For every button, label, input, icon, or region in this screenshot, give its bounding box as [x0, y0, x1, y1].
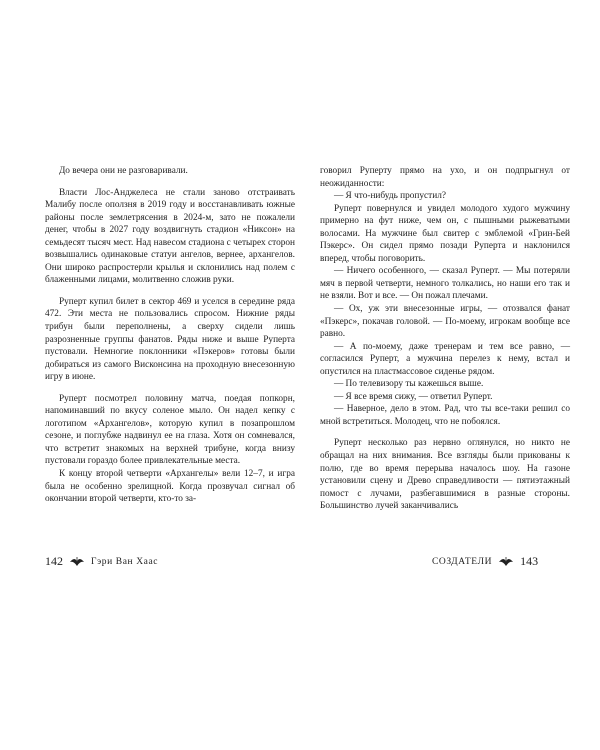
right-page-text: [320, 165, 570, 513]
fleuron-ornament-icon: [498, 556, 514, 568]
paragraph: — По телевизору ты кажешься выше.: [333, 379, 484, 390]
paragraph: Руперт посмотрел половину матча, поедая попкорн, напоминавший по вкусу соленое мыло. Он надел кепку с логотипом «Архангелов», которую купил в позапрошлом сезоне, и поглубже надвинул ее на глаза. Хотя он сомневался, что встретит знакомых на верхней трибуне, когда внизу пустовали гораздо более привлекательные места.: [45, 393, 295, 467]
paragraph: Власти Лос-Анджелеса не стали заново отстраивать Малибу после оползня в 2019 году и восстанавливать южные районы после землетрясения в 2024-м, зато не пожалели денег, чтобы в 2027 году воздвигнуть стадион «Никсон» на семьдесят тысяч мест. Над навесом стадиона с четырех сторон возвышались одинаковые статуи ангелов, вернее, архангелов. Они широко распростерли крылья и склонились над полем с блаженными лицами, молитвенно сложив руки.: [45, 187, 295, 286]
paragraph: Руперт повернулся и увидел молодого худого мужчину примерно на фут ниже, чем он, с пышными рыжеватыми волосами. На мужчине был свитер с эмблемой «Грин-Бей Пэкерс». Он сидел прямо позади Руперта и наклонился вперед, чтобы поговорить.: [320, 203, 570, 264]
paragraph: — А по-моему, даже тренерам и тем все равно, — согласился Руперт, а мужчина перелез к нему, встал и опустился на пластмассовое сиденье рядом.: [320, 341, 570, 377]
paragraph: — Ох, уж эти внесезонные игры, — отозвался фанат «Пэкерс», покачав головой. — По-моему, игрокам вообще все равно.: [320, 304, 570, 340]
paragraph: — Ничего особенного, — сказал Руперт. — Мы потеряли мяч в первой четверти, немного толкались, но наши его так и не взяли. Вот и все. — Он пожал плечами.: [320, 266, 570, 302]
paragraph: — Наверное, дело в этом. Рад, что ты все-таки решил со мной встретиться. Молодец, что не побоялся.: [320, 404, 570, 427]
fleuron-ornament-icon: [69, 556, 85, 568]
running-head-title: СОЗДАТЕЛИ: [432, 556, 493, 567]
paragraph: До вечера они не разговаривали.: [58, 166, 188, 176]
left-page-text: [45, 165, 295, 506]
left-page-footer: [45, 554, 158, 569]
page-number: 143: [520, 554, 539, 568]
paragraph: Руперт купил билет в сектор 469 и уселся в середине ряда 472. Эти места не пользовались спросом. Нижние ряды трибун были переполнены, а сверху сидели лишь разрозненные группы фанатов. Ряды ниже и выше Руперта пустовали. Немногие поклонники «Пэкеров» готовы были добираться из самого Висконсина на проходную внесезонную игру в июне.: [45, 296, 295, 383]
running-head-author: Гэри Ван Хаас: [91, 556, 159, 567]
paragraph: К концу второй четверти «Архангелы» вели 12–7, и игра была не особенно зрелищной. Когда прозвучал сигнал об окончании второй четверти, кто-то за-: [45, 469, 295, 505]
paragraph: — Я все время сижу, — ответил Руперт.: [333, 391, 493, 402]
right-page-footer: [432, 554, 538, 569]
paragraph: Руперт несколько раз нервно оглянулся, но никто не обращал на них внимания. Все взгляды были прикованы к полю, где во время перерыва началось шоу. На газоне установили сцену и Древо справедливости — пятиэтажный помост с лучами, разбегавшимися в разные стороны. Большинство лучей заканчивались: [320, 438, 570, 512]
paragraph: — Я что-нибудь пропустил?: [333, 191, 446, 202]
paragraph: говорил Руперту прямо на ухо, и он подпрыгнул от неожиданности:: [320, 166, 570, 189]
page-number: 142: [45, 554, 63, 568]
